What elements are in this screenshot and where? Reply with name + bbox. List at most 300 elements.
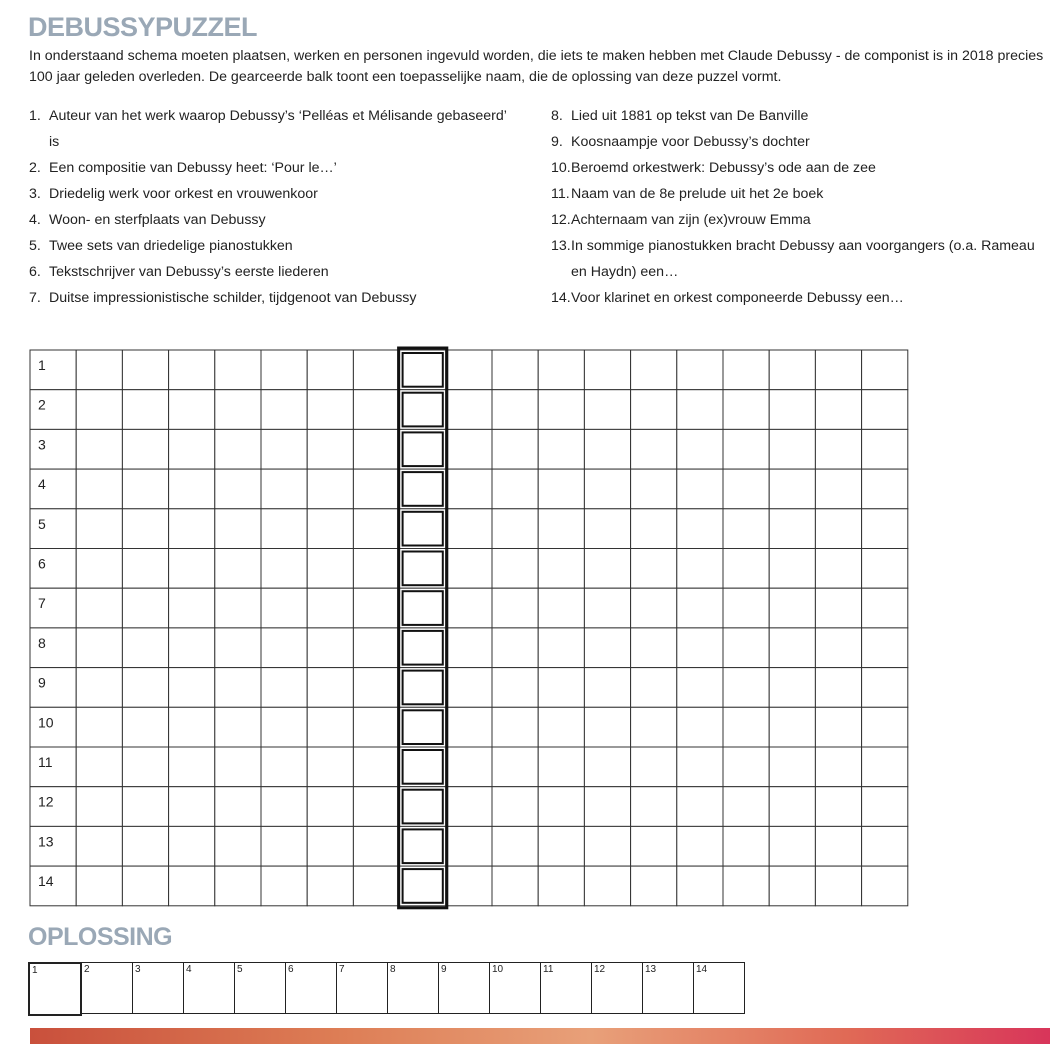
- grid-cell[interactable]: [261, 549, 307, 589]
- grid-cell[interactable]: [769, 429, 815, 469]
- grid-cell[interactable]: [631, 350, 677, 390]
- grid-cell[interactable]: [584, 747, 630, 787]
- row-number-label: 11: [38, 754, 53, 770]
- grid-cell[interactable]: [677, 668, 723, 708]
- grid-cell[interactable]: [307, 668, 353, 708]
- grid-cell[interactable]: [261, 747, 307, 787]
- grid-cell[interactable]: [631, 628, 677, 668]
- clue-12: [551, 207, 1051, 233]
- grid-cell[interactable]: [677, 469, 723, 509]
- grid-cell[interactable]: [261, 866, 307, 906]
- grid-cell[interactable]: [631, 866, 677, 906]
- grid-cell[interactable]: [169, 826, 215, 866]
- grid-cell[interactable]: [584, 549, 630, 589]
- solution-box[interactable]: [643, 962, 694, 1014]
- grid-cell[interactable]: [215, 747, 261, 787]
- grid-cell[interactable]: [584, 707, 630, 747]
- clue-text: Beroemd orkestwerk: Debussy’s ode aan de zee: [571, 160, 876, 176]
- grid-cell[interactable]: [631, 826, 677, 866]
- grid-cell[interactable]: [307, 866, 353, 906]
- grid-cell[interactable]: [677, 588, 723, 628]
- grid-cell[interactable]: [261, 588, 307, 628]
- grid-cell[interactable]: [631, 390, 677, 430]
- grid-cell[interactable]: [76, 509, 122, 549]
- grid-cell[interactable]: [677, 390, 723, 430]
- grid-cell[interactable]: [261, 668, 307, 708]
- grid-cell[interactable]: [307, 826, 353, 866]
- grid-cell[interactable]: [584, 509, 630, 549]
- grid-cell[interactable]: [353, 866, 399, 906]
- grid-cell[interactable]: [862, 549, 908, 589]
- grid-cell[interactable]: [446, 668, 492, 708]
- grid-cell[interactable]: [769, 350, 815, 390]
- grid-cell[interactable]: [307, 747, 353, 787]
- grid-cell[interactable]: [723, 390, 769, 430]
- grid-cell[interactable]: [815, 628, 861, 668]
- grid-cell[interactable]: [723, 866, 769, 906]
- grid-cell[interactable]: [538, 866, 584, 906]
- grid-cell[interactable]: [815, 826, 861, 866]
- grid-cell[interactable]: [215, 628, 261, 668]
- grid-cell[interactable]: [76, 628, 122, 668]
- grid-cell[interactable]: [723, 707, 769, 747]
- grid-cell[interactable]: [122, 707, 168, 747]
- grid-cell[interactable]: [30, 668, 76, 708]
- grid-cell[interactable]: [307, 390, 353, 430]
- grid-cell[interactable]: [169, 509, 215, 549]
- grid-cell[interactable]: [307, 429, 353, 469]
- grid-cell[interactable]: [261, 469, 307, 509]
- solution-box-number: 3: [135, 964, 141, 975]
- grid-cell[interactable]: [723, 787, 769, 827]
- grid-cell[interactable]: [353, 469, 399, 509]
- grid-cell[interactable]: [862, 668, 908, 708]
- grid-cell[interactable]: [169, 668, 215, 708]
- grid-cell[interactable]: [538, 588, 584, 628]
- grid-cell[interactable]: [723, 747, 769, 787]
- clue-text: Auteur van het werk waarop Debussy’s ‘Pelléas et Mélisande gebaseerd’ is: [49, 108, 507, 150]
- grid-cell[interactable]: [769, 628, 815, 668]
- grid-cell[interactable]: [353, 826, 399, 866]
- grid-cell[interactable]: [538, 826, 584, 866]
- grid-cell[interactable]: [122, 390, 168, 430]
- grid-cell[interactable]: [538, 429, 584, 469]
- grid-cell[interactable]: [122, 350, 168, 390]
- grid-cell[interactable]: [492, 707, 538, 747]
- grid-cell[interactable]: [815, 747, 861, 787]
- grid-cell[interactable]: [769, 707, 815, 747]
- grid-cell[interactable]: [353, 588, 399, 628]
- row-number-label: 13: [38, 833, 54, 850]
- solution-box[interactable]: [694, 962, 745, 1014]
- solution-box[interactable]: [184, 962, 235, 1014]
- grid-cell[interactable]: [862, 826, 908, 866]
- grid-cell[interactable]: [631, 747, 677, 787]
- grid-cell[interactable]: [677, 707, 723, 747]
- solution-box-number: 5: [237, 964, 243, 975]
- solution-box[interactable]: [82, 962, 133, 1014]
- highlight-cell[interactable]: [400, 469, 446, 509]
- grid-cell[interactable]: [446, 429, 492, 469]
- grid-cell[interactable]: [261, 826, 307, 866]
- grid-cell[interactable]: [261, 707, 307, 747]
- grid-cell[interactable]: [215, 826, 261, 866]
- grid-cell[interactable]: [769, 668, 815, 708]
- grid-cell[interactable]: [723, 350, 769, 390]
- grid-cell[interactable]: [723, 469, 769, 509]
- grid-cell[interactable]: [30, 390, 76, 430]
- grid-cell[interactable]: [76, 549, 122, 589]
- grid-cell[interactable]: [353, 549, 399, 589]
- grid-cell[interactable]: [769, 509, 815, 549]
- grid-cell[interactable]: [446, 549, 492, 589]
- grid-cell[interactable]: [307, 588, 353, 628]
- grid-cell[interactable]: [815, 588, 861, 628]
- solution-box[interactable]: [337, 962, 388, 1014]
- grid-cell[interactable]: [76, 429, 122, 469]
- row-number-label: 12: [38, 793, 54, 810]
- grid-cell[interactable]: [815, 668, 861, 708]
- solution-box-number: 10: [492, 964, 504, 975]
- grid-cell[interactable]: [215, 429, 261, 469]
- grid-cell[interactable]: [677, 429, 723, 469]
- grid-cell[interactable]: [122, 549, 168, 589]
- grid-cell[interactable]: [215, 509, 261, 549]
- grid-cell[interactable]: [862, 707, 908, 747]
- grid-cell[interactable]: [538, 707, 584, 747]
- grid-cell[interactable]: [169, 707, 215, 747]
- grid-cell[interactable]: [862, 429, 908, 469]
- grid-cell[interactable]: [538, 350, 584, 390]
- grid-cell[interactable]: [215, 866, 261, 906]
- grid-cell[interactable]: [538, 747, 584, 787]
- grid-cell[interactable]: [769, 787, 815, 827]
- grid-cell[interactable]: [677, 509, 723, 549]
- grid-cell[interactable]: [584, 628, 630, 668]
- grid-cell[interactable]: [169, 469, 215, 509]
- grid-cell[interactable]: [122, 826, 168, 866]
- grid-cell[interactable]: [723, 668, 769, 708]
- grid-cell[interactable]: [862, 628, 908, 668]
- grid-cell[interactable]: [584, 588, 630, 628]
- grid-cell[interactable]: [353, 707, 399, 747]
- grid-cell[interactable]: [122, 509, 168, 549]
- grid-cell[interactable]: [353, 429, 399, 469]
- grid-cell[interactable]: [76, 747, 122, 787]
- grid-cell[interactable]: [446, 628, 492, 668]
- solution-box[interactable]: [541, 962, 592, 1014]
- grid-cell[interactable]: [492, 390, 538, 430]
- grid-cell[interactable]: [446, 826, 492, 866]
- grid-cell[interactable]: [261, 429, 307, 469]
- grid-cell[interactable]: [815, 787, 861, 827]
- grid-cell[interactable]: [30, 509, 76, 549]
- grid-cell[interactable]: [538, 787, 584, 827]
- grid-cell[interactable]: [492, 469, 538, 509]
- grid-cell[interactable]: [584, 787, 630, 827]
- grid-cell[interactable]: [862, 390, 908, 430]
- grid-cell[interactable]: [122, 787, 168, 827]
- grid-cell[interactable]: [538, 509, 584, 549]
- grid-cell[interactable]: [122, 469, 168, 509]
- grid-cell[interactable]: [723, 588, 769, 628]
- grid-cell[interactable]: [631, 509, 677, 549]
- grid-cell[interactable]: [723, 628, 769, 668]
- grid-cell[interactable]: [353, 390, 399, 430]
- grid-cell[interactable]: [862, 350, 908, 390]
- grid-cell[interactable]: [307, 787, 353, 827]
- grid-cell[interactable]: [862, 588, 908, 628]
- grid-cell[interactable]: [723, 429, 769, 469]
- highlight-cell[interactable]: [400, 668, 446, 708]
- grid-cell[interactable]: [677, 826, 723, 866]
- grid-cell[interactable]: [769, 549, 815, 589]
- grid-cell[interactable]: [862, 866, 908, 906]
- grid-cell[interactable]: [353, 350, 399, 390]
- grid-cell[interactable]: [353, 628, 399, 668]
- grid-cell[interactable]: [862, 787, 908, 827]
- highlight-cell[interactable]: [400, 747, 446, 787]
- grid-cell[interactable]: [492, 588, 538, 628]
- grid-cell[interactable]: [261, 787, 307, 827]
- grid-cell[interactable]: [584, 469, 630, 509]
- solution-box-number: 11: [543, 964, 554, 975]
- grid-cell[interactable]: [492, 787, 538, 827]
- solution-box[interactable]: [439, 962, 490, 1014]
- grid-cell[interactable]: [584, 668, 630, 708]
- grid-cell[interactable]: [169, 549, 215, 589]
- grid-cell[interactable]: [538, 628, 584, 668]
- grid-cell[interactable]: [492, 509, 538, 549]
- grid-cell[interactable]: [538, 549, 584, 589]
- grid-cell[interactable]: [76, 826, 122, 866]
- grid-cell[interactable]: [446, 390, 492, 430]
- highlight-cell[interactable]: [400, 866, 446, 906]
- grid-cell[interactable]: [446, 787, 492, 827]
- solution-box[interactable]: [388, 962, 439, 1014]
- grid-cell[interactable]: [538, 390, 584, 430]
- grid-cell[interactable]: [677, 747, 723, 787]
- grid-cell[interactable]: [76, 668, 122, 708]
- grid-cell[interactable]: [815, 866, 861, 906]
- grid-cell[interactable]: [76, 588, 122, 628]
- grid-cell[interactable]: [538, 668, 584, 708]
- grid-cell[interactable]: [307, 549, 353, 589]
- grid-cell[interactable]: [169, 350, 215, 390]
- grid-cell[interactable]: [492, 350, 538, 390]
- solution-box[interactable]: [235, 962, 286, 1014]
- grid-cell[interactable]: [169, 787, 215, 827]
- grid-cell[interactable]: [76, 350, 122, 390]
- grid-cell[interactable]: [122, 866, 168, 906]
- grid-cell[interactable]: [215, 350, 261, 390]
- grid-cell[interactable]: [30, 469, 76, 509]
- grid-cell[interactable]: [492, 429, 538, 469]
- highlight-cell[interactable]: [400, 787, 446, 827]
- grid-cell[interactable]: [584, 390, 630, 430]
- grid-cell[interactable]: [76, 469, 122, 509]
- grid-cell[interactable]: [215, 588, 261, 628]
- grid-cell[interactable]: [584, 826, 630, 866]
- grid-cell[interactable]: [769, 866, 815, 906]
- grid-cell[interactable]: [307, 628, 353, 668]
- grid-cell[interactable]: [76, 866, 122, 906]
- row-number-label: 8: [38, 634, 46, 651]
- grid-cell[interactable]: [492, 866, 538, 906]
- grid-cell[interactable]: [215, 787, 261, 827]
- highlight-cell[interactable]: [400, 826, 446, 866]
- clues-list-left: [29, 103, 509, 311]
- grid-cell[interactable]: [492, 747, 538, 787]
- grid-cell[interactable]: [261, 350, 307, 390]
- highlight-cell[interactable]: [400, 350, 446, 390]
- grid-cell[interactable]: [76, 707, 122, 747]
- grid-cell[interactable]: [815, 469, 861, 509]
- grid-cell[interactable]: [631, 707, 677, 747]
- grid-cell[interactable]: [30, 707, 76, 747]
- grid-cell[interactable]: [769, 390, 815, 430]
- grid-cell[interactable]: [446, 588, 492, 628]
- grid-cell[interactable]: [30, 628, 76, 668]
- grid-cell[interactable]: [307, 469, 353, 509]
- grid-cell[interactable]: [30, 826, 76, 866]
- grid-cell[interactable]: [492, 826, 538, 866]
- grid-cell[interactable]: [723, 826, 769, 866]
- grid-cell[interactable]: [631, 469, 677, 509]
- solution-box[interactable]: [490, 962, 541, 1014]
- grid-cell[interactable]: [584, 866, 630, 906]
- grid-cell[interactable]: [631, 668, 677, 708]
- grid-cell[interactable]: [862, 747, 908, 787]
- grid-cell[interactable]: [446, 866, 492, 906]
- grid-cell[interactable]: [446, 707, 492, 747]
- grid-cell[interactable]: [677, 628, 723, 668]
- grid-cell[interactable]: [815, 707, 861, 747]
- grid-cell[interactable]: [353, 668, 399, 708]
- grid-cell[interactable]: [30, 549, 76, 589]
- highlight-cell[interactable]: [400, 628, 446, 668]
- grid-cell[interactable]: [723, 549, 769, 589]
- grid-cell[interactable]: [122, 628, 168, 668]
- grid-cell[interactable]: [169, 588, 215, 628]
- grid-cell[interactable]: [30, 866, 76, 906]
- grid-cell[interactable]: [446, 350, 492, 390]
- grid-cell[interactable]: [30, 429, 76, 469]
- solution-box-number: 8: [390, 964, 396, 975]
- grid-cell[interactable]: [492, 668, 538, 708]
- grid-cell[interactable]: [677, 350, 723, 390]
- clue-number: 14.: [551, 290, 571, 306]
- grid-cell[interactable]: [723, 509, 769, 549]
- highlight-cell[interactable]: [400, 429, 446, 469]
- grid-cell[interactable]: [538, 469, 584, 509]
- grid-cell[interactable]: [261, 509, 307, 549]
- grid-cell[interactable]: [122, 588, 168, 628]
- grid-cell[interactable]: [446, 509, 492, 549]
- grid-cell[interactable]: [307, 509, 353, 549]
- grid-cell[interactable]: [353, 747, 399, 787]
- grid-cell[interactable]: [769, 826, 815, 866]
- grid-cell[interactable]: [215, 549, 261, 589]
- grid-cell[interactable]: [215, 390, 261, 430]
- highlight-cell[interactable]: [400, 707, 446, 747]
- highlight-cell[interactable]: [400, 509, 446, 549]
- grid-cell[interactable]: [677, 866, 723, 906]
- grid-cell[interactable]: [307, 707, 353, 747]
- grid-cell[interactable]: [30, 350, 76, 390]
- grid-cell[interactable]: [169, 429, 215, 469]
- grid-cell[interactable]: [76, 390, 122, 430]
- grid-cell[interactable]: [631, 787, 677, 827]
- grid-cell[interactable]: [492, 628, 538, 668]
- clue-text: Twee sets van driedelige pianostukken: [49, 238, 293, 254]
- clue-11: [551, 181, 1051, 207]
- grid-cell[interactable]: [76, 787, 122, 827]
- grid-cell[interactable]: [677, 787, 723, 827]
- grid-cell[interactable]: [677, 549, 723, 589]
- solution-box[interactable]: [133, 962, 184, 1014]
- grid-cell[interactable]: [169, 866, 215, 906]
- grid-cell[interactable]: [353, 509, 399, 549]
- grid-cell[interactable]: [261, 390, 307, 430]
- grid-cell[interactable]: [769, 588, 815, 628]
- grid-cell[interactable]: [446, 747, 492, 787]
- grid-cell[interactable]: [815, 549, 861, 589]
- grid-cell[interactable]: [815, 429, 861, 469]
- grid-cell[interactable]: [815, 350, 861, 390]
- grid-cell[interactable]: [631, 549, 677, 589]
- highlight-cell[interactable]: [400, 549, 446, 589]
- grid-cell[interactable]: [769, 469, 815, 509]
- grid-cell[interactable]: [769, 747, 815, 787]
- grid-cell[interactable]: [169, 747, 215, 787]
- grid-cell[interactable]: [215, 469, 261, 509]
- solution-box[interactable]: [592, 962, 643, 1014]
- grid-cell[interactable]: [122, 668, 168, 708]
- grid-cell[interactable]: [307, 350, 353, 390]
- grid-cell[interactable]: [815, 390, 861, 430]
- clue-text: Achternaam van zijn (ex)vrouw Emma: [571, 212, 811, 228]
- grid-cell[interactable]: [122, 429, 168, 469]
- solution-box[interactable]: [28, 962, 82, 1016]
- grid-cell[interactable]: [30, 747, 76, 787]
- grid-cell[interactable]: [862, 509, 908, 549]
- grid-cell[interactable]: [492, 549, 538, 589]
- clue-number: 7.: [29, 290, 41, 306]
- grid-cell[interactable]: [631, 588, 677, 628]
- grid-cell[interactable]: [122, 747, 168, 787]
- grid-cell[interactable]: [446, 469, 492, 509]
- grid-cell[interactable]: [30, 588, 76, 628]
- solution-box[interactable]: [286, 962, 337, 1014]
- grid-cell[interactable]: [169, 390, 215, 430]
- highlight-cell[interactable]: [400, 390, 446, 430]
- grid-cell[interactable]: [169, 628, 215, 668]
- grid-cell[interactable]: [584, 350, 630, 390]
- grid-cell[interactable]: [215, 707, 261, 747]
- clue-number: 9.: [551, 134, 563, 150]
- grid-cell[interactable]: [30, 787, 76, 827]
- grid-cell[interactable]: [815, 509, 861, 549]
- grid-cell[interactable]: [631, 429, 677, 469]
- grid-cell[interactable]: [215, 668, 261, 708]
- row-number-label: 3: [38, 436, 46, 453]
- highlight-cell[interactable]: [400, 588, 446, 628]
- grid-cell[interactable]: [261, 628, 307, 668]
- grid-cell[interactable]: [862, 469, 908, 509]
- grid-cell[interactable]: [584, 429, 630, 469]
- grid-cell[interactable]: [353, 787, 399, 827]
